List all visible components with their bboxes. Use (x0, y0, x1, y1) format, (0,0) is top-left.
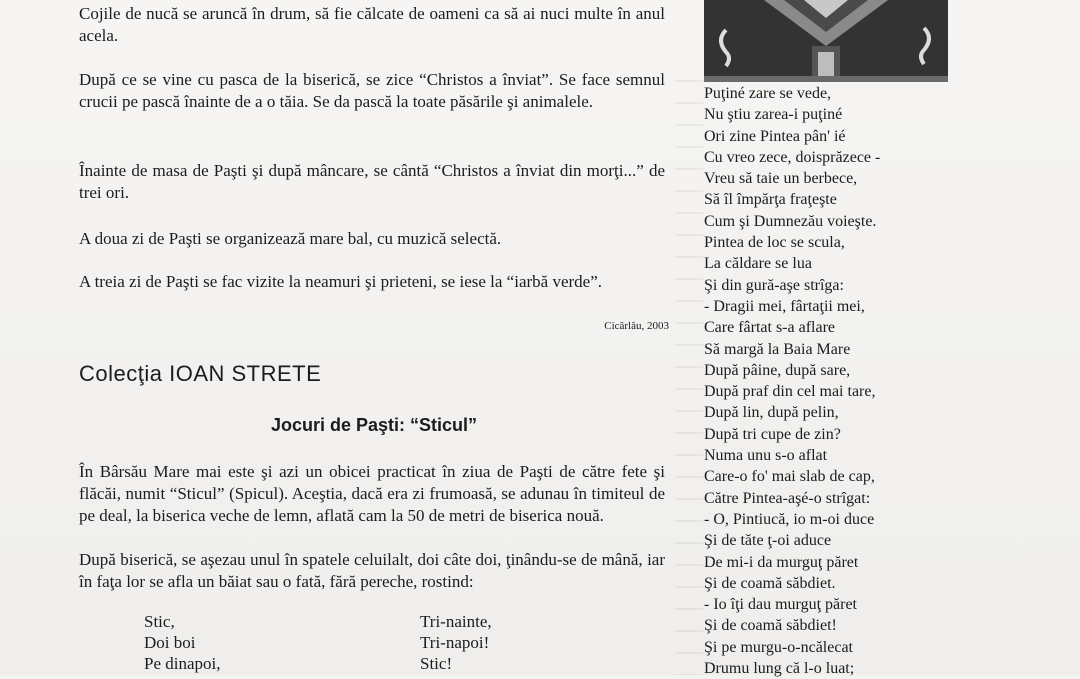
poem-line: Să îl împărţa fraţeşte (704, 191, 837, 209)
paragraph-second-day: A doua zi de Paşti se organizează mare bal, cu muzică selectă. (79, 229, 502, 248)
poem-line: Care-o fo' mai slab de cap, (704, 468, 875, 486)
poem-line: - Dragii mei, fârtaţii mei, (704, 297, 865, 315)
poem-line: Către Pintea-aşé-o strîgat: (704, 489, 871, 507)
bleed-through-texture (675, 80, 703, 675)
verse-line: Tri-nainte, (420, 612, 492, 631)
poem-line: După praf din cel mai tare, (704, 383, 876, 401)
poem-line: Puţiné zare se vede, (704, 85, 832, 102)
poem-line: Şi de coamă săbdiet. (704, 574, 836, 592)
verse-line: Tri-napoi! (420, 633, 490, 652)
poem-line: Şi din gură-aşe strîga: (704, 276, 844, 294)
poem-line: - Io îţi dau murguţ păret (704, 596, 857, 614)
signature: Cicărlău, 2003 (604, 320, 669, 332)
poem-line: Să margă la Baia Mare (704, 340, 851, 358)
poem-line: Ori zine Pintea pân' ié (704, 127, 846, 145)
poem-line: Cu vreo zece, doisprăzece - (704, 148, 881, 166)
embroidery-pattern-icon (704, 0, 948, 82)
verse-right (420, 611, 492, 674)
paragraph-pasca: După ce se vine cu pasca de la biserică, se zice “Christos a înviat”. Se face semnul crucii pe pască înainte de a o tăia. Se da pască la toate păsările şi animalele. (79, 70, 665, 111)
poem-line: - O, Pintiucă, io m-oi duce (704, 510, 875, 528)
paragraph-third-day: A treia zi de Paşti se fac vizite la neamuri şi prieteni, se iese la “iarbă verde”. (79, 272, 602, 291)
collection-title: Colecţia IOAN STRETE (79, 361, 322, 386)
poem-line: Nu ştiu zarea-i puţiné (704, 106, 843, 124)
folk-art-illustration (704, 0, 948, 82)
poem-line: Şi de tăte ţ-oi aduce (704, 532, 832, 550)
poem-line: Vreu să taie un berbece, (704, 170, 858, 188)
verse-line: Doi boi (144, 633, 196, 652)
verse-left (144, 611, 221, 674)
poem-line: Care fârtat s-a aflare (704, 319, 836, 337)
poem-line: La căldare se lua (704, 255, 812, 273)
paragraph-easter-meal: Înainte de masa de Paşti şi după mâncare, se cântă “Christos a înviat din morţi...” de trei ori. (79, 161, 665, 202)
poem-line: După pâine, după sare, (704, 361, 851, 379)
poem-right-column (704, 83, 964, 679)
poem-line: Pintea de loc se scula, (704, 234, 845, 252)
paragraph-sticul-intro: În Bârsău Mare mai este şi azi un obicei practicat în ziua de Paşti de către fete şi flăcăi, numit “Sticul” (Spicul). Aceştia, dacă era zi frumoasă, se adunau în timiteul de pe deal, la biserica veche de lemn, aflată cam la 50 de metri de biserica nouă. (79, 462, 665, 525)
poem-line: Şi de coamă săbdiet! (704, 617, 837, 635)
paragraph-sticul-rules: După biserică, se aşezau unul în spatele celuilalt, doi câte doi, ţinându-se de mână, iar în faţa lor se afla un băiat sau o fată, fără pereche, rostind: (79, 550, 665, 591)
poem-line: După tri cupe de zin? (704, 425, 841, 443)
poem-line: De mi-i da murguţ păret (704, 553, 859, 571)
poem-line: Numa unu s-o aflat (704, 447, 828, 465)
poem-line: Şi pe murgu-o-ncălecat (704, 638, 853, 656)
verse-line: Stic, (144, 612, 175, 631)
verse-line: Stic! (420, 654, 453, 673)
poem-line: Cum şi Dumnezău voieşte. (704, 212, 877, 230)
poem-line: După lin, după pelin, (704, 404, 839, 422)
paragraph-walnut-shells: Cojile de nucă se aruncă în drum, să fie călcate de oameni ca să ai nuci multe în anul acela. (79, 4, 665, 45)
section-subtitle: Jocuri de Paşti: “Sticul” (270, 415, 478, 435)
poem-line: Drumu lung că l-o luat; (704, 660, 855, 678)
verse-line: Pe dinapoi, (144, 654, 221, 673)
